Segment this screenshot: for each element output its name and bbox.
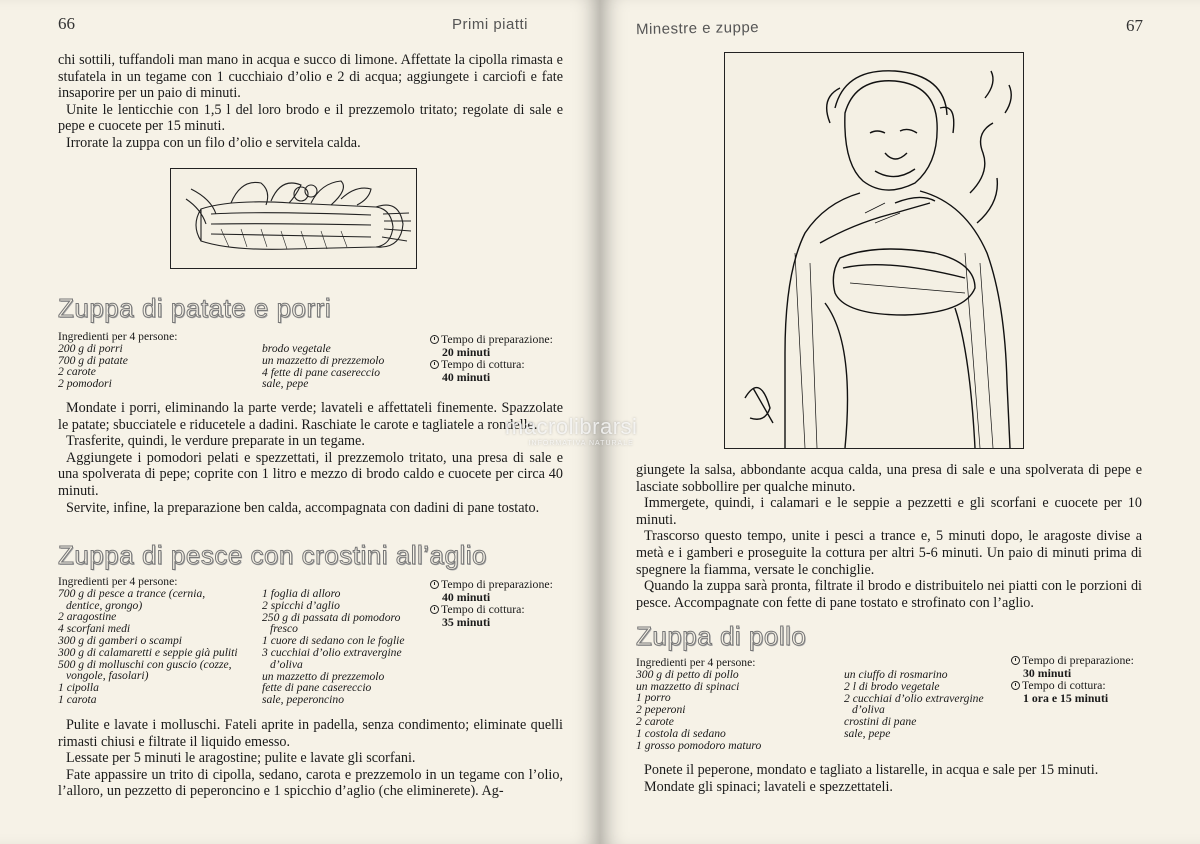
ingredient: 300 g di calamaretti e seppie già puliti [58,645,238,659]
prep-time-value: 20 minuti [442,344,491,359]
servings-label: Ingredienti per 4 persone: [636,656,756,669]
leek-illustration [170,168,417,269]
servings-label: Ingredienti per 4 persone: [58,330,178,343]
ingredient: 500 g di molluschi con guscio (cozze, [58,657,232,671]
cook-time-label: Tempo di cottura: [1022,678,1106,692]
clock-icon [1011,656,1020,665]
ingredient: d’oliva [852,703,885,717]
ingredients-list-1 [58,331,258,390]
running-head-right: Minestre e zuppe [635,18,760,39]
prep-time-value: 30 minuti [1023,665,1072,680]
page-number-left: 66 [58,14,75,33]
ingredient: sale, pepe [262,377,309,391]
soup-illustration [724,52,1024,449]
recipe-title: Zuppa di patate e porri [58,293,332,323]
ingredient: 2 spicchi d’aglio [262,598,340,612]
ingredient: 700 g di pesce a trance (cernia, [58,586,206,600]
recipe-method-1 [58,400,563,516]
cook-time-label: Tempo di cottura: [441,357,525,371]
ingredient: fresco [270,622,298,636]
paragraph: Quando la zuppa sarà pronta, filtrate il brodo e distribuitelo nei piatti con le porzioni di pesce. Accompagnate con fette di pane tostato e strofinato con l’aglio. [636,578,1142,611]
paragraph: Aggiungete i pomodori pelati e spezzettati, il prezzemolo tritato, una presa di sale e una spolverata di pepe; coprite con 1 litro e mezzo di brodo caldo e cuocete per circa 40 minuti. [58,449,563,499]
paragraph: Pulite e lavate i molluschi. Fateli aprite in padella, senza condimento; eliminate quelli rimasti chiusi e filtrate il liquido emesso. [58,717,563,750]
ingredient: crostini di pane [844,715,917,729]
clock-icon [430,360,439,369]
recipe-times-2 [430,578,553,628]
ingredient: 4 fette di pane casereccio [262,365,381,379]
clock-icon [430,335,439,344]
ingredient: 1 porro [636,691,671,705]
ingredient: 1 grosso pomodoro maturo [636,738,762,752]
ingredient: sale, peperoncino [262,693,344,707]
right-page [600,0,1200,844]
ingredient: vongole, fasolari) [66,669,149,683]
recipe-title: Zuppa di pesce con crostini all’aglio [58,540,487,570]
ingredient: 3 cucchiai d’olio extravergine [262,645,402,659]
ingredient: 2 carote [636,714,674,728]
leek-drawing-icon [171,169,416,268]
ingredient: brodo vegetale [262,342,331,355]
clock-icon [430,605,439,614]
ingredient: 2 carote [58,365,96,379]
watermark-brand: macrolibrarsi [505,414,638,439]
watermark-logo [505,414,637,447]
ingredients-list-1b [262,343,432,390]
paragraph: Trascorso questo tempo, unite i pesci a trance e, 5 minuti dopo, le aragoste divise a metà e i gamberi e proseguite la cottura per altri 5-6 minuti. Un paio di minuti prima di spegnere la fiamma, versate le conchiglie. [636,528,1142,578]
cook-time-label: Tempo di cottura: [441,602,525,616]
ingredient: 200 g di porri [58,341,123,355]
paragraph: Unite le lenticchie con 1,5 l del loro brodo e il prezzemolo tritato; regolate di sale e pepe e cuocete per 15 minuti. [58,101,563,135]
recipe-method-2 [58,717,563,800]
ingredient: un mazzetto di prezzemolo [262,669,385,683]
ingredient: un mazzetto di spinaci [636,679,740,693]
ingredient: 300 g di petto di pollo [636,667,739,681]
ingredient: 2 l di brodo vegetale [844,679,940,693]
paragraph: Mondate gli spinaci; lavateli e spezzettateli. [644,778,893,795]
prep-time-label: Tempo di preparazione: [1022,653,1134,667]
ingredient: 2 aragostine [58,610,117,624]
paragraph: chi sottili, tuffandoli man mano in acqua e succo di limone. Affettate la cipolla rimasta e stufatela in un tegame con 1 cucchiaio d’olio e 2 di acqua; aggiungete i carciofi e fate insaporire per un paio di minuti. [58,52,563,102]
recipe-title: Zuppa di pollo [636,621,807,651]
ingredient: 300 g di gamberi o scampi [58,633,182,647]
ingredient: 2 cucchiai d’olio extravergine [844,691,984,705]
ingredient: 2 pomodori [58,377,112,391]
paragraph: Fate appassire un trito di cipolla, sedano, carota e prezzemolo in un tegame con l’olio, l’alloro, un pezzetto di peperoncino e 1 spicchio d’aglio (che eliminerete). Ag- [58,766,563,800]
ingredient: 1 costola di sedano [636,726,726,740]
ingredient: 250 g di passata di pomodoro [262,610,401,624]
prep-time-label: Tempo di preparazione: [441,332,553,346]
ingredient: 1 cuore di sedano con le foglie [262,634,405,648]
ingredient: 700 g di patate [58,353,128,367]
recipe-times-1 [430,333,553,383]
ingredient: un ciuffo di rosmarino [844,668,948,681]
intro-text [58,52,563,152]
paragraph: Mondate i porri, eliminando la parte verde; lavateli e affettateli finemente. Spazzolate le patate; sbucciatele e riducetele a dadini. Raschiate le carote e tagliatele a rondelle. [58,400,563,433]
watermark-tagline: INFORMATIVA NATURALE [528,440,634,447]
clock-icon [430,580,439,589]
running-head-left: Primi piatti [452,16,529,33]
ingredient: 1 foglia di alloro [262,587,341,600]
ingredient: 2 peperoni [636,703,686,717]
paragraph: Ponete il peperone, mondato e tagliato a listarelle, in acqua e sale per 15 minuti. [644,762,1099,778]
cook-time-value: 1 ora e 15 minuti [1023,690,1109,705]
paragraph: Lessate per 5 minuti le aragostine; pulite e lavate gli scorfani. [66,750,416,767]
ingredient: un mazzetto di prezzemolo [262,353,385,367]
ingredient: d’oliva [270,657,303,671]
ingredient: 4 scorfani medi [58,622,131,636]
recipe-times-3 [1011,654,1134,704]
page-number-right: 67 [1126,16,1143,35]
recipe-method-3 [636,762,1142,795]
paragraph: Immergete, quindi, i calamari e le seppie a pezzetti e gli scorfani e cuocete per 10 minuti. [636,495,1142,528]
paragraph: Trasferite, quindi, le verdure preparate in un tegame. [66,433,365,450]
man-eating-soup-icon [725,53,1023,448]
paragraph: giungete la salsa, abbondante acqua calda, una presa di sale e una spolverata di pepe e lasciate sobbollire per qualche minuto. [636,462,1142,495]
ingredient: 1 cipolla [58,681,99,695]
paragraph: Irrorate la zuppa con un filo d’olio e servitela calda. [66,134,361,151]
ingredient: sale, pepe [844,726,891,740]
ingredients-list-2 [58,576,263,706]
cook-time-value: 40 minuti [442,369,491,384]
cook-time-value: 35 minuti [442,614,491,629]
servings-label: Ingredienti per 4 persone: [58,575,178,588]
paragraph: Servite, infine, la preparazione ben calda, accompagnata con dadini di pane tostato. [66,499,540,516]
recipe-method-2-cont [636,462,1142,611]
ingredient: fette di pane casereccio [262,681,372,695]
ingredients-list-2b [262,588,432,706]
ingredient: 1 carota [58,692,97,706]
prep-time-value: 40 minuti [442,589,491,604]
ingredients-list-3b [844,669,1014,740]
clock-icon [1011,681,1020,690]
prep-time-label: Tempo di preparazione: [441,577,553,591]
ingredients-list-3 [636,657,846,751]
ingredient: dentice, grongo) [66,598,143,612]
